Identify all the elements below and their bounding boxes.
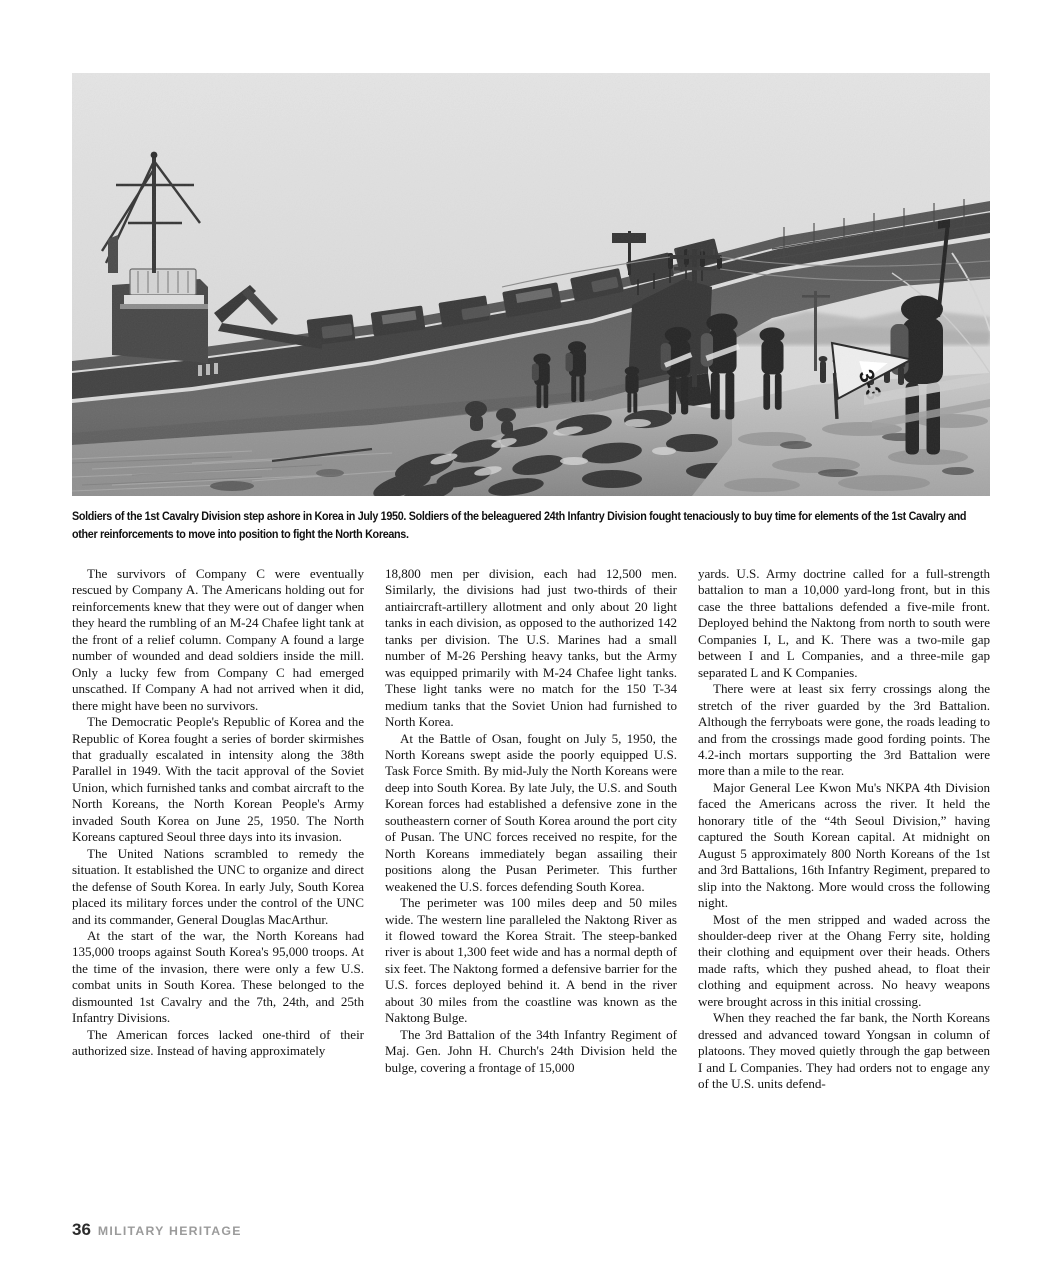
paragraph: At the Battle of Osan, fought on July 5, 1950, the North Koreans swept aside the poorly equipped U.S. Task Force Smith. By mid-July the North Koreans were deep into South Korea. By late July, the U.S. and South Korean forces had established a defensive zone in the southeastern corner of South Korea around the port city of Pusan. The UNC forces received no respite, for the North Koreans immediately began assailing their positions along the Pusan Perimeter. This further weakened the U.S. forces defending South Korea.: [385, 730, 677, 894]
photo-frame: [72, 73, 990, 496]
photo-illustration: [72, 73, 990, 496]
text-column-2: [385, 566, 677, 1196]
paragraph: yards. U.S. Army doctrine called for a full-strength battalion to man a 10,000 yard-long front, but in this case the three battalions defended a five-mile front. Deployed behind the Naktong from north to south were Companies I, L, and K. There was a two-mile gap between I and L Companies, and a three-mile gap separated L and K Companies.: [698, 566, 990, 680]
photo-caption: Soldiers of the 1st Cavalry Division step ashore in Korea in July 1950. Soldiers of the beleaguered 24th Infantry Division fought tenaciously to buy time for elements of the 1st Cavalry and other reinforcements to move into position to fight the North Koreans.: [72, 510, 967, 541]
paragraph: The Democratic People's Republic of Korea and the Republic of Korea fought a series of border skirmishes that gradually escalated in intensity along the 38th Parallel in 1949. With the tacit approval of the Soviet Union, which furnished tanks and combat aircraft to the North Koreans, the North Korean People's Army invaded South Korea on June 25, 1950. The North Koreans captured Seoul three days into its invasion.: [72, 714, 364, 845]
paragraph: The 3rd Battalion of the 34th Infantry Regiment of Maj. Gen. John H. Church's 24th Division held the bulge, covering a frontage of 15,000: [385, 1026, 677, 1075]
paragraph: Major General Lee Kwon Mu's NKPA 4th Division faced the Americans across the river. It held the honorary title of the “4th Seoul Division,” having captured the South Korean capital. At midnight on August 5 approximately 800 North Koreans of the 1st and 3rd Battalions, 16th Infantry Regiment, prepared to slip into the Naktong. More would cross the following night.: [698, 779, 990, 911]
paragraph: The perimeter was 100 miles deep and 50 miles wide. The western line paralleled the Naktong River as it flowed toward the Korea Strait. The steep-banked river is about 1,300 feet wide and has a normal depth of six feet. The Naktong formed a defensive barrier for the U.S. forces deployed behind it. A bend in the river about 30 miles from the coastline was known as the Naktong Bulge.: [385, 895, 677, 1026]
text-column-3: [698, 566, 990, 1196]
paragraph: Most of the men stripped and waded across the shoulder-deep river at the Ohang Ferry site, holding their clothing and equipment over their heads. Others made rafts, which they pushed ahead, to float their clothing and equipment across. No heavy weapons were brought across in this initial crossing.: [698, 911, 990, 1009]
article-body: [72, 566, 990, 1196]
paragraph: The survivors of Company C were eventually rescued by Company A. The Americans holding out for reinforcements knew that they were out of danger when they heard the rumbling of an M-24 Chafee light tank at the front of a relief column. Company A found a large number of wounded and dead soldiers inside the mill. Only a lucky few from Company C had emerged unscathed. If Company A had not arrived when it did, there might have been no survivors.: [72, 566, 364, 713]
article-photograph: [72, 73, 990, 496]
paragraph: The American forces lacked one-third of their authorized size. Instead of having approximately: [72, 1026, 364, 1059]
page-footer: [72, 1220, 242, 1240]
page-number: 36: [72, 1220, 91, 1239]
paragraph: The United Nations scrambled to remedy the situation. It established the UNC to organize and direct the defense of South Korea. In early July, South Korea placed its military forces under the control of the UNC and its commander, General Douglas MacArthur.: [72, 845, 364, 927]
text-column-1: [72, 566, 364, 1196]
paragraph: At the start of the war, the North Koreans had 135,000 troops against South Korea's 95,000 troops. At the time of the invasion, there were only a few U.S. combat units in South Korea. These belonged to the dismounted 1st Cavalry and the 7th, 24th, and 25th Infantry Divisions.: [72, 927, 364, 1026]
paragraph: 18,800 men per division, each had 12,500 men. Similarly, the divisions had just two-thirds of their antiaircraft-artillery allotment and only about 20 light tanks in each division, as opposed to the authorized 142 tanks per division. The U.S. Marines had a small number of M-26 Pershing heavy tanks, but the Army was equipped primarily with M-24 Chafee light tanks. These light tanks were no match for the 150 T-34 medium tanks that the Soviet Union had furnished to North Korea.: [385, 566, 677, 730]
paragraph: There were at least six ferry crossings along the stretch of the river guarded by the 3rd Battalion. Although the ferryboats were gone, the roads leading to and from the crossings made good fording points. The 4.2-inch mortars supporting the 3rd Battalion were more than a mile to the rear.: [698, 681, 990, 779]
paragraph: When they reached the far bank, the North Koreans dressed and advanced toward Yongsan in column of platoons. They moved quietly through the gap between I and L Companies. They had orders not to engage any of the U.S. units defend-: [698, 1010, 990, 1092]
publication-name: MILITARY HERITAGE: [97, 1224, 242, 1238]
